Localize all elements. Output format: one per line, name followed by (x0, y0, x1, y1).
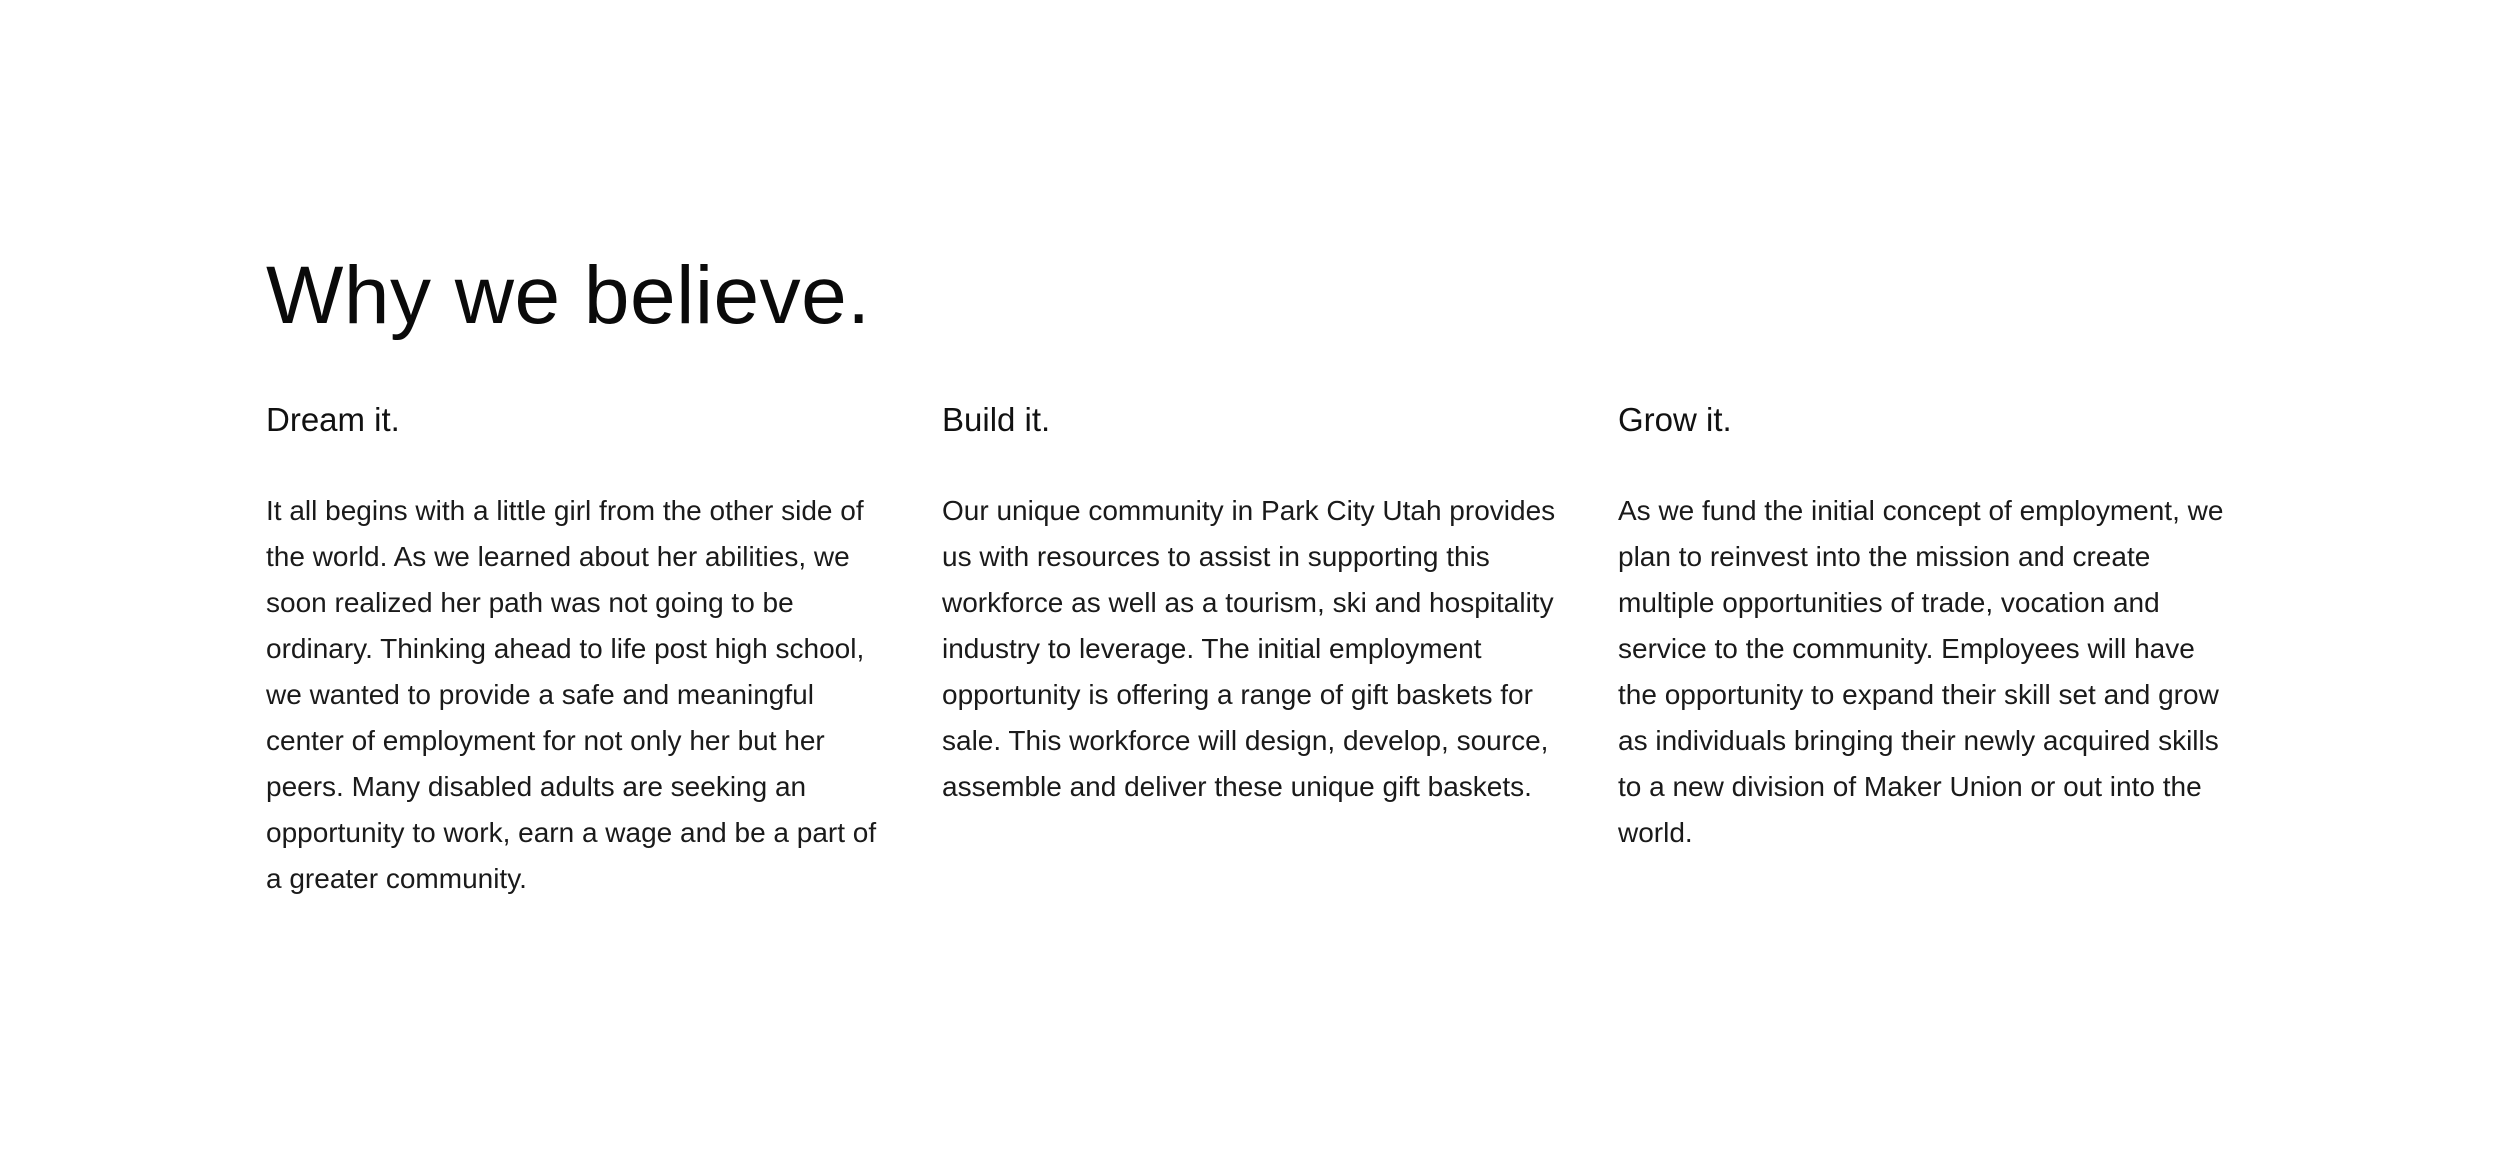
column-dream (266, 396, 882, 902)
belief-columns (266, 396, 2276, 902)
column-heading: Build it. (942, 401, 1051, 438)
column-body: It all begins with a little girl from the other side of the world. As we learned about her abilities, we soon realized her path was not going to be ordinary. Thinking ahead to life post high school, we wanted to provide a safe and meaningful center of employment for not only her but her peers. Many disabled adults are seeking an opportunity to work, earn a wage and be a part of a greater community. (266, 495, 877, 894)
column-body: As we fund the initial concept of employment, we plan to reinvest into the mission and create multiple opportunities of trade, vocation and service to the community. Employees will have the opportunity to expand their skill set and grow as individuals bringing their newly acquired skills to a new division of Maker Union or out into the world. (1618, 495, 2224, 848)
column-heading: Dream it. (266, 401, 400, 438)
column-heading: Grow it. (1618, 401, 1732, 438)
column-build (942, 396, 1558, 902)
column-body: Our unique community in Park City Utah provides us with resources to assist in supporting this workforce as well as a tourism, ski and hospitality industry to leverage. The initial employment opportunity is offering a range of gift baskets for sale. This workforce will design, develop, source, assemble and deliver these unique gift baskets. (942, 495, 1556, 802)
column-grow (1618, 396, 2234, 902)
section-title: Why we believe. (266, 250, 871, 341)
